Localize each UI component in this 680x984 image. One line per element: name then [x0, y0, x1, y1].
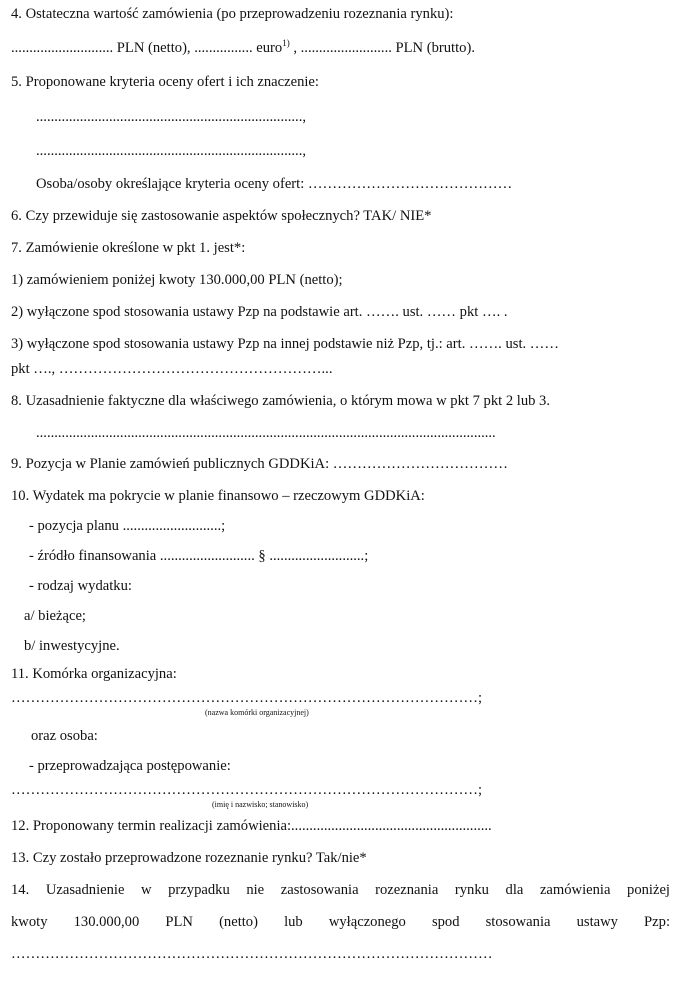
- org-unit-caption: (nazwa komórki organizacyjnej): [205, 708, 309, 717]
- person-caption: (imię i nazwisko; stanowisko): [212, 800, 309, 809]
- netto-dots: ............................: [11, 40, 114, 56]
- netto-label: PLN (netto),: [113, 40, 195, 56]
- separator-comma: ,: [289, 40, 301, 56]
- expense-type: - rodzaj wydatku:: [29, 578, 132, 594]
- section-14-fill-line: ………………………………………………………………………………………: [11, 946, 493, 962]
- section-7-item-1: 1) zamówieniem poniżej kwoty 130.000,00 PLN (netto);: [11, 272, 343, 288]
- funding-source: - źródło finansowania .......................... § ..........................;: [29, 548, 369, 564]
- section-6-text: 6. Czy przewiduje się zastosowanie aspektów społecznych? TAK/ NIE*: [11, 208, 432, 224]
- org-unit-fill-line: ……………………………………………………………………………………;: [11, 690, 483, 706]
- criteria-persons: Osoba/osoby określające kryteria oceny ofert: ……………………………………: [36, 176, 513, 192]
- euro-label: euro: [252, 40, 283, 56]
- plan-position: - pozycja planu ...........................;: [29, 518, 226, 534]
- section-8-fill-line: ..............................................................................................................................: [36, 425, 496, 441]
- expense-type-investment: b/ inwestycyjne.: [24, 638, 120, 654]
- brutto-dots: .........................: [300, 40, 392, 56]
- person-fill-line: ……………………………………………………………………………………;: [11, 782, 483, 798]
- section-10-title: 10. Wydatek ma pokrycie w planie finansowo – rzeczowym GDDKiA:: [11, 488, 425, 504]
- section-8-title: 8. Uzasadnienie faktyczne dla właściwego zamówienia, o którym mowa w pkt 7 pkt 2 lub 3.: [11, 393, 551, 409]
- euro-dots: ................: [194, 40, 253, 56]
- section-13-text: 13. Czy zostało przeprowadzone rozeznanie rynku? Tak/nie*: [11, 850, 367, 866]
- criteria-line-1: .........................................................................,: [36, 109, 306, 125]
- conducting-person-label: - przeprowadzająca postępowanie:: [29, 758, 231, 774]
- section-7-item-3-continued: pkt …., ………………………………………………...: [11, 361, 333, 377]
- footnote-marker: 1): [282, 38, 290, 49]
- section-14-line-1: 14. Uzasadnienie w przypadku nie zastosowania rozeznania rynku dla zamówienia poniżej: [11, 882, 670, 898]
- section-14-line-2: kwoty 130.000,00 PLN (netto) lub wyłączonego spod stosowania ustawy Pzp:: [11, 914, 670, 930]
- section-9-text: 9. Pozycja w Planie zamówień publicznych GDDKiA: ………………………………: [11, 456, 508, 472]
- section-5-title: 5. Proponowane kryteria oceny ofert i ich znaczenie:: [11, 74, 319, 90]
- section-11-title: 11. Komórka organizacyjna:: [11, 666, 177, 682]
- brutto-label: PLN (brutto).: [391, 40, 475, 56]
- expense-type-current: a/ bieżące;: [24, 608, 86, 624]
- section-7-item-2: 2) wyłączone spod stosowania ustawy Pzp na podstawie art. ……. ust. …… pkt …. .: [11, 304, 508, 320]
- section-7-title: 7. Zamówienie określone w pkt 1. jest*:: [11, 240, 246, 256]
- section-7-item-3: 3) wyłączone spod stosowania ustawy Pzp na innej podstawie niż Pzp, tj.: art. ……. ust. ……: [11, 336, 559, 352]
- section-4-title: 4. Ostateczna wartość zamówienia (po przeprowadzeniu rozeznania rynku):: [11, 6, 454, 22]
- person-label: oraz osoba:: [31, 728, 98, 744]
- criteria-line-2: .........................................................................,: [36, 143, 306, 159]
- section-4-value-line: [11, 40, 475, 57]
- section-12-text: 12. Proponowany termin realizacji zamówienia:.......................................................: [11, 818, 492, 834]
